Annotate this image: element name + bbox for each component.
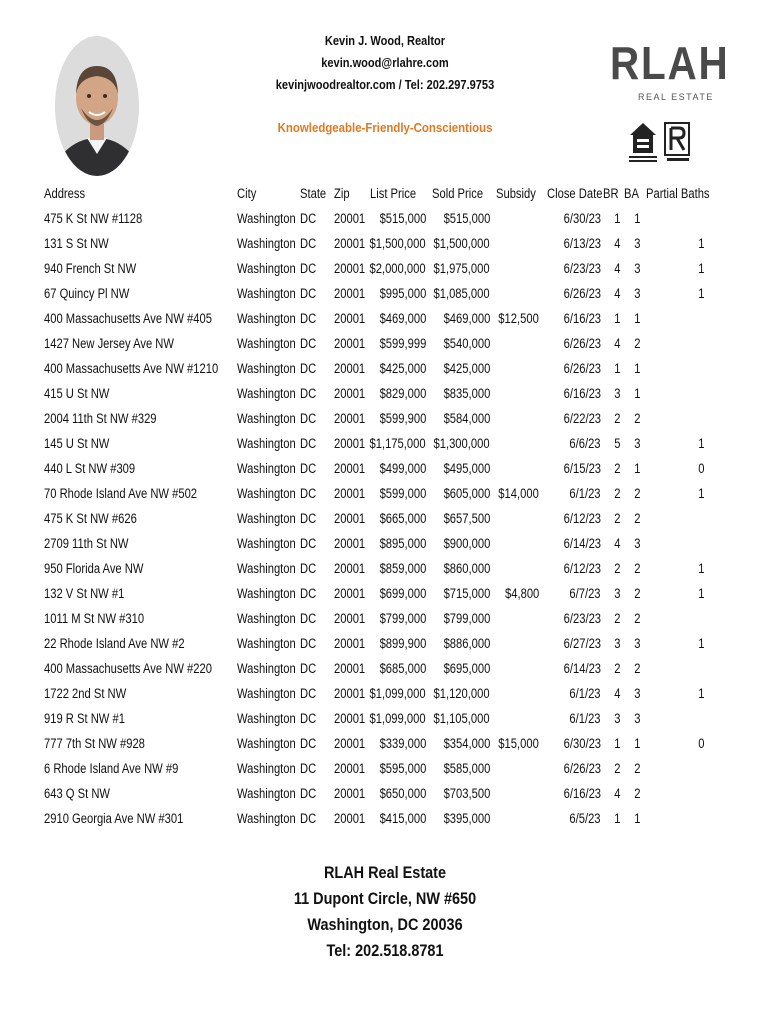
cell-city: Washington bbox=[237, 436, 296, 451]
cell-ba: 3 bbox=[634, 686, 641, 701]
cell-br: 2 bbox=[614, 611, 621, 626]
table-row bbox=[40, 459, 770, 484]
cell-list: $995,000 bbox=[379, 286, 426, 301]
cell-state: DC bbox=[300, 711, 317, 726]
cell-city: Washington bbox=[237, 511, 296, 526]
cell-zip: 20001 bbox=[334, 786, 366, 801]
cell-address: 22 Rhode Island Ave NW #2 bbox=[44, 636, 185, 651]
cell-city: Washington bbox=[237, 461, 296, 476]
cell-state: DC bbox=[300, 761, 317, 776]
cell-list: $859,000 bbox=[379, 561, 426, 576]
col-header-sold: Sold Price bbox=[432, 186, 484, 201]
cell-close: 6/6/23 bbox=[569, 436, 601, 451]
cell-ba: 2 bbox=[634, 586, 641, 601]
cell-zip: 20001 bbox=[334, 711, 366, 726]
cell-city: Washington bbox=[237, 561, 296, 576]
cell-subsidy: $15,000 bbox=[498, 736, 539, 751]
cell-address: 400 Massachusetts Ave NW #405 bbox=[44, 311, 212, 326]
cell-city: Washington bbox=[237, 236, 296, 251]
cell-partial: 1 bbox=[698, 561, 705, 576]
cell-partial: 1 bbox=[698, 686, 705, 701]
cell-sold: $425,000 bbox=[443, 361, 490, 376]
agent-email[interactable]: kevin.wood@rlahre.com bbox=[321, 55, 449, 70]
cell-zip: 20001 bbox=[334, 486, 366, 501]
cell-list: $895,000 bbox=[379, 536, 426, 551]
cell-subsidy: $4,800 bbox=[504, 586, 539, 601]
cell-city: Washington bbox=[237, 361, 296, 376]
cell-partial: 1 bbox=[698, 236, 705, 251]
cell-state: DC bbox=[300, 736, 317, 751]
cell-br: 3 bbox=[614, 586, 621, 601]
cell-sold: $695,000 bbox=[443, 661, 490, 676]
cell-address: 2004 11th St NW #329 bbox=[44, 411, 157, 426]
cell-ba: 3 bbox=[634, 436, 641, 451]
cell-br: 3 bbox=[614, 386, 621, 401]
table-row bbox=[40, 709, 770, 734]
cell-address: 6 Rhode Island Ave NW #9 bbox=[44, 761, 179, 776]
cell-zip: 20001 bbox=[334, 586, 366, 601]
tagline: Knowledgeable-Friendly-Conscientious bbox=[277, 120, 493, 135]
cell-state: DC bbox=[300, 461, 317, 476]
cell-city: Washington bbox=[237, 411, 296, 426]
cell-sold: $703,500 bbox=[443, 786, 490, 801]
table-row bbox=[40, 434, 770, 459]
sales-table bbox=[40, 184, 740, 834]
cell-sold: $1,120,000 bbox=[433, 686, 490, 701]
table-row bbox=[40, 359, 770, 384]
cell-address: 440 L St NW #309 bbox=[44, 461, 136, 476]
cell-br: 2 bbox=[614, 461, 621, 476]
cell-sold: $1,975,000 bbox=[433, 261, 490, 276]
col-header-close: Close Date bbox=[547, 186, 603, 201]
table-row bbox=[40, 809, 770, 834]
cell-city: Washington bbox=[237, 286, 296, 301]
cell-close: 6/12/23 bbox=[563, 561, 601, 576]
cell-city: Washington bbox=[237, 711, 296, 726]
cell-sold: $715,000 bbox=[443, 586, 490, 601]
cell-br: 1 bbox=[614, 311, 621, 326]
cell-list: $699,000 bbox=[379, 586, 426, 601]
cell-partial: 1 bbox=[698, 586, 705, 601]
cell-address: 400 Massachusetts Ave NW #1210 bbox=[44, 361, 219, 376]
cell-ba: 2 bbox=[634, 786, 641, 801]
cell-address: 643 Q St NW bbox=[44, 786, 111, 801]
cell-zip: 20001 bbox=[334, 536, 366, 551]
cell-ba: 1 bbox=[634, 361, 641, 376]
cell-sold: $495,000 bbox=[443, 461, 490, 476]
cell-city: Washington bbox=[237, 611, 296, 626]
equal-housing-opportunity-icon bbox=[627, 118, 707, 173]
agent-name: Kevin J. Wood, Realtor bbox=[324, 33, 446, 48]
cell-br: 1 bbox=[614, 811, 621, 826]
cell-address: 131 S St NW bbox=[44, 236, 109, 251]
cell-partial: 1 bbox=[698, 286, 705, 301]
cell-zip: 20001 bbox=[334, 236, 366, 251]
cell-close: 6/16/23 bbox=[563, 311, 601, 326]
cell-ba: 2 bbox=[634, 761, 641, 776]
cell-br: 4 bbox=[614, 336, 621, 351]
cell-zip: 20001 bbox=[334, 611, 366, 626]
badges bbox=[627, 118, 707, 173]
cell-address: 940 French St NW bbox=[44, 261, 137, 276]
cell-state: DC bbox=[300, 486, 317, 501]
cell-list: $1,099,000 bbox=[369, 686, 426, 701]
table-header-row bbox=[40, 184, 770, 209]
cell-list: $685,000 bbox=[379, 661, 426, 676]
cell-zip: 20001 bbox=[334, 411, 366, 426]
cell-close: 6/13/23 bbox=[563, 236, 601, 251]
cell-br: 4 bbox=[614, 286, 621, 301]
cell-br: 2 bbox=[614, 486, 621, 501]
cell-ba: 2 bbox=[634, 611, 641, 626]
table-row bbox=[40, 759, 770, 784]
cell-close: 6/26/23 bbox=[563, 286, 601, 301]
cell-city: Washington bbox=[237, 786, 296, 801]
cell-address: 1722 2nd St NW bbox=[44, 686, 127, 701]
cell-state: DC bbox=[300, 561, 317, 576]
cell-list: $415,000 bbox=[379, 811, 426, 826]
cell-zip: 20001 bbox=[334, 636, 366, 651]
cell-zip: 20001 bbox=[334, 436, 366, 451]
office-phone[interactable]: Tel: 202.518.8781 bbox=[326, 941, 444, 960]
table-row bbox=[40, 334, 770, 359]
cell-br: 2 bbox=[614, 511, 621, 526]
cell-sold: $835,000 bbox=[443, 386, 490, 401]
cell-sold: $605,000 bbox=[443, 486, 490, 501]
table-row bbox=[40, 234, 770, 259]
table-row bbox=[40, 734, 770, 759]
cell-address: 777 7th St NW #928 bbox=[44, 736, 145, 751]
cell-br: 5 bbox=[614, 436, 621, 451]
cell-city: Washington bbox=[237, 661, 296, 676]
cell-ba: 1 bbox=[634, 736, 641, 751]
cell-ba: 3 bbox=[634, 286, 641, 301]
cell-close: 6/16/23 bbox=[563, 786, 601, 801]
cell-state: DC bbox=[300, 636, 317, 651]
cell-ba: 2 bbox=[634, 561, 641, 576]
cell-state: DC bbox=[300, 786, 317, 801]
cell-ba: 2 bbox=[634, 661, 641, 676]
office-address-line1: 11 Dupont Circle, NW #650 bbox=[293, 889, 477, 908]
table-row bbox=[40, 559, 770, 584]
agent-contact-header bbox=[245, 30, 525, 96]
cell-city: Washington bbox=[237, 211, 296, 226]
table-row bbox=[40, 284, 770, 309]
col-header-subsidy: Subsidy bbox=[496, 186, 536, 201]
cell-ba: 2 bbox=[634, 411, 641, 426]
col-header-state: State bbox=[300, 186, 327, 201]
table-row bbox=[40, 584, 770, 609]
cell-address: 919 R St NW #1 bbox=[44, 711, 125, 726]
cell-close: 6/30/23 bbox=[563, 736, 601, 751]
cell-list: $1,500,000 bbox=[369, 236, 426, 251]
col-header-address: Address bbox=[44, 186, 86, 201]
cell-state: DC bbox=[300, 386, 317, 401]
cell-city: Washington bbox=[237, 761, 296, 776]
cell-sold: $1,500,000 bbox=[433, 236, 490, 251]
cell-city: Washington bbox=[237, 311, 296, 326]
cell-subsidy: $14,000 bbox=[498, 486, 539, 501]
cell-zip: 20001 bbox=[334, 561, 366, 576]
agent-website-phone[interactable]: kevinjwoodrealtor.com / Tel: 202.297.9753 bbox=[275, 77, 495, 92]
cell-br: 4 bbox=[614, 236, 621, 251]
cell-list: $599,900 bbox=[379, 411, 426, 426]
cell-list: $1,175,000 bbox=[369, 436, 426, 451]
cell-zip: 20001 bbox=[334, 386, 366, 401]
cell-partial: 1 bbox=[698, 436, 705, 451]
cell-close: 6/7/23 bbox=[569, 586, 601, 601]
cell-state: DC bbox=[300, 236, 317, 251]
cell-state: DC bbox=[300, 311, 317, 326]
cell-sold: $799,000 bbox=[443, 611, 490, 626]
cell-address: 70 Rhode Island Ave NW #502 bbox=[44, 486, 198, 501]
cell-br: 3 bbox=[614, 636, 621, 651]
cell-address: 2910 Georgia Ave NW #301 bbox=[44, 811, 184, 826]
cell-ba: 1 bbox=[634, 311, 641, 326]
cell-state: DC bbox=[300, 536, 317, 551]
cell-zip: 20001 bbox=[334, 511, 366, 526]
cell-sold: $1,105,000 bbox=[433, 711, 490, 726]
cell-state: DC bbox=[300, 361, 317, 376]
cell-address: 475 K St NW #1128 bbox=[44, 211, 143, 226]
cell-br: 2 bbox=[614, 761, 621, 776]
cell-zip: 20001 bbox=[334, 686, 366, 701]
cell-ba: 1 bbox=[634, 811, 641, 826]
cell-zip: 20001 bbox=[334, 336, 366, 351]
table-row bbox=[40, 384, 770, 409]
cell-close: 6/15/23 bbox=[563, 461, 601, 476]
cell-sold: $900,000 bbox=[443, 536, 490, 551]
cell-address: 132 V St NW #1 bbox=[44, 586, 125, 601]
cell-ba: 3 bbox=[634, 711, 641, 726]
cell-sold: $1,085,000 bbox=[433, 286, 490, 301]
cell-address: 145 U St NW bbox=[44, 436, 110, 451]
cell-list: $829,000 bbox=[379, 386, 426, 401]
cell-ba: 2 bbox=[634, 336, 641, 351]
cell-partial: 0 bbox=[698, 461, 705, 476]
cell-ba: 1 bbox=[634, 461, 641, 476]
cell-address: 400 Massachusetts Ave NW #220 bbox=[44, 661, 212, 676]
cell-state: DC bbox=[300, 661, 317, 676]
cell-ba: 3 bbox=[634, 536, 641, 551]
table-row bbox=[40, 684, 770, 709]
table-row bbox=[40, 259, 770, 284]
cell-br: 3 bbox=[614, 711, 621, 726]
table-row bbox=[40, 609, 770, 634]
cell-sold: $354,000 bbox=[443, 736, 490, 751]
cell-list: $469,000 bbox=[379, 311, 426, 326]
cell-list: $515,000 bbox=[379, 211, 426, 226]
cell-zip: 20001 bbox=[334, 811, 366, 826]
rlah-logo bbox=[610, 37, 730, 118]
cell-list: $595,000 bbox=[379, 761, 426, 776]
table-row bbox=[40, 534, 770, 559]
cell-ba: 3 bbox=[634, 236, 641, 251]
cell-close: 6/16/23 bbox=[563, 386, 601, 401]
cell-list: $339,000 bbox=[379, 736, 426, 751]
col-header-zip: Zip bbox=[334, 186, 350, 201]
cell-sold: $584,000 bbox=[443, 411, 490, 426]
cell-ba: 1 bbox=[634, 386, 641, 401]
cell-br: 4 bbox=[614, 786, 621, 801]
cell-close: 6/1/23 bbox=[569, 686, 601, 701]
cell-state: DC bbox=[300, 686, 317, 701]
cell-state: DC bbox=[300, 511, 317, 526]
cell-br: 1 bbox=[614, 736, 621, 751]
cell-city: Washington bbox=[237, 486, 296, 501]
cell-address: 67 Quincy Pl NW bbox=[44, 286, 130, 301]
cell-sold: $657,500 bbox=[443, 511, 490, 526]
cell-close: 6/23/23 bbox=[563, 611, 601, 626]
cell-city: Washington bbox=[237, 336, 296, 351]
cell-close: 6/26/23 bbox=[563, 336, 601, 351]
cell-state: DC bbox=[300, 286, 317, 301]
table-row bbox=[40, 509, 770, 534]
cell-close: 6/1/23 bbox=[569, 486, 601, 501]
cell-list: $799,000 bbox=[379, 611, 426, 626]
cell-address: 950 Florida Ave NW bbox=[44, 561, 144, 576]
cell-sold: $540,000 bbox=[443, 336, 490, 351]
cell-list: $899,900 bbox=[379, 636, 426, 651]
cell-sold: $886,000 bbox=[443, 636, 490, 651]
cell-zip: 20001 bbox=[334, 211, 366, 226]
cell-ba: 2 bbox=[634, 511, 641, 526]
cell-close: 6/26/23 bbox=[563, 361, 601, 376]
cell-list: $425,000 bbox=[379, 361, 426, 376]
cell-zip: 20001 bbox=[334, 461, 366, 476]
cell-state: DC bbox=[300, 211, 317, 226]
col-header-city: City bbox=[237, 186, 257, 201]
cell-address: 475 K St NW #626 bbox=[44, 511, 137, 526]
col-header-br: BR bbox=[603, 186, 619, 201]
cell-sold: $860,000 bbox=[443, 561, 490, 576]
cell-close: 6/30/23 bbox=[563, 211, 601, 226]
cell-state: DC bbox=[300, 336, 317, 351]
cell-sold: $515,000 bbox=[443, 211, 490, 226]
cell-partial: 1 bbox=[698, 636, 705, 651]
cell-ba: 3 bbox=[634, 636, 641, 651]
table-row bbox=[40, 409, 770, 434]
table-row bbox=[40, 784, 770, 809]
logo-subtitle: REAL ESTATE bbox=[638, 92, 714, 102]
table-row bbox=[40, 484, 770, 509]
cell-list: $665,000 bbox=[379, 511, 426, 526]
cell-ba: 3 bbox=[634, 261, 641, 276]
cell-zip: 20001 bbox=[334, 361, 366, 376]
cell-state: DC bbox=[300, 611, 317, 626]
table-body bbox=[40, 209, 740, 834]
cell-list: $2,000,000 bbox=[369, 261, 426, 276]
cell-zip: 20001 bbox=[334, 736, 366, 751]
cell-zip: 20001 bbox=[334, 661, 366, 676]
cell-city: Washington bbox=[237, 586, 296, 601]
cell-city: Washington bbox=[237, 736, 296, 751]
cell-close: 6/12/23 bbox=[563, 511, 601, 526]
cell-sold: $585,000 bbox=[443, 761, 490, 776]
cell-close: 6/5/23 bbox=[569, 811, 601, 826]
cell-close: 6/22/23 bbox=[563, 411, 601, 426]
table-row bbox=[40, 209, 770, 234]
cell-state: DC bbox=[300, 586, 317, 601]
col-header-ba: BA bbox=[624, 186, 639, 201]
cell-state: DC bbox=[300, 411, 317, 426]
cell-close: 6/23/23 bbox=[563, 261, 601, 276]
cell-list: $499,000 bbox=[379, 461, 426, 476]
cell-city: Washington bbox=[237, 386, 296, 401]
cell-address: 2709 11th St NW bbox=[44, 536, 129, 551]
cell-list: $599,000 bbox=[379, 486, 426, 501]
cell-city: Washington bbox=[237, 536, 296, 551]
table-row bbox=[40, 309, 770, 334]
company-name: RLAH Real Estate bbox=[323, 863, 447, 882]
cell-br: 1 bbox=[614, 361, 621, 376]
cell-city: Washington bbox=[237, 811, 296, 826]
cell-br: 2 bbox=[614, 661, 621, 676]
cell-partial: 0 bbox=[698, 736, 705, 751]
cell-close: 6/27/23 bbox=[563, 636, 601, 651]
cell-address: 415 U St NW bbox=[44, 386, 110, 401]
cell-city: Washington bbox=[237, 686, 296, 701]
cell-state: DC bbox=[300, 436, 317, 451]
cell-zip: 20001 bbox=[334, 286, 366, 301]
cell-partial: 1 bbox=[698, 486, 705, 501]
cell-zip: 20001 bbox=[334, 261, 366, 276]
cell-br: 4 bbox=[614, 536, 621, 551]
table-row bbox=[40, 634, 770, 659]
cell-address: 1011 M St NW #310 bbox=[44, 611, 145, 626]
cell-close: 6/1/23 bbox=[569, 711, 601, 726]
office-address-line2: Washington, DC 20036 bbox=[307, 915, 463, 934]
realtor-photo bbox=[55, 36, 139, 176]
logo-mark: RLAH bbox=[610, 37, 730, 89]
cell-sold: $1,300,000 bbox=[433, 436, 490, 451]
cell-zip: 20001 bbox=[334, 761, 366, 776]
cell-list: $599,999 bbox=[379, 336, 426, 351]
cell-zip: 20001 bbox=[334, 311, 366, 326]
cell-br: 4 bbox=[614, 261, 621, 276]
cell-address: 1427 New Jersey Ave NW bbox=[44, 336, 174, 351]
cell-city: Washington bbox=[237, 636, 296, 651]
cell-subsidy: $12,500 bbox=[498, 311, 539, 326]
cell-list: $1,099,000 bbox=[369, 711, 426, 726]
col-header-list: List Price bbox=[370, 186, 417, 201]
office-footer bbox=[245, 860, 525, 964]
cell-close: 6/14/23 bbox=[563, 661, 601, 676]
cell-br: 4 bbox=[614, 686, 621, 701]
cell-br: 2 bbox=[614, 561, 621, 576]
cell-state: DC bbox=[300, 261, 317, 276]
cell-close: 6/14/23 bbox=[563, 536, 601, 551]
cell-state: DC bbox=[300, 811, 317, 826]
cell-partial: 1 bbox=[698, 261, 705, 276]
cell-sold: $395,000 bbox=[443, 811, 490, 826]
col-header-partial: Partial Baths bbox=[646, 186, 710, 201]
cell-sold: $469,000 bbox=[443, 311, 490, 326]
cell-ba: 2 bbox=[634, 486, 641, 501]
table-row bbox=[40, 659, 770, 684]
cell-list: $650,000 bbox=[379, 786, 426, 801]
cell-city: Washington bbox=[237, 261, 296, 276]
cell-close: 6/26/23 bbox=[563, 761, 601, 776]
cell-ba: 1 bbox=[634, 211, 641, 226]
cell-br: 2 bbox=[614, 411, 621, 426]
cell-br: 1 bbox=[614, 211, 621, 226]
